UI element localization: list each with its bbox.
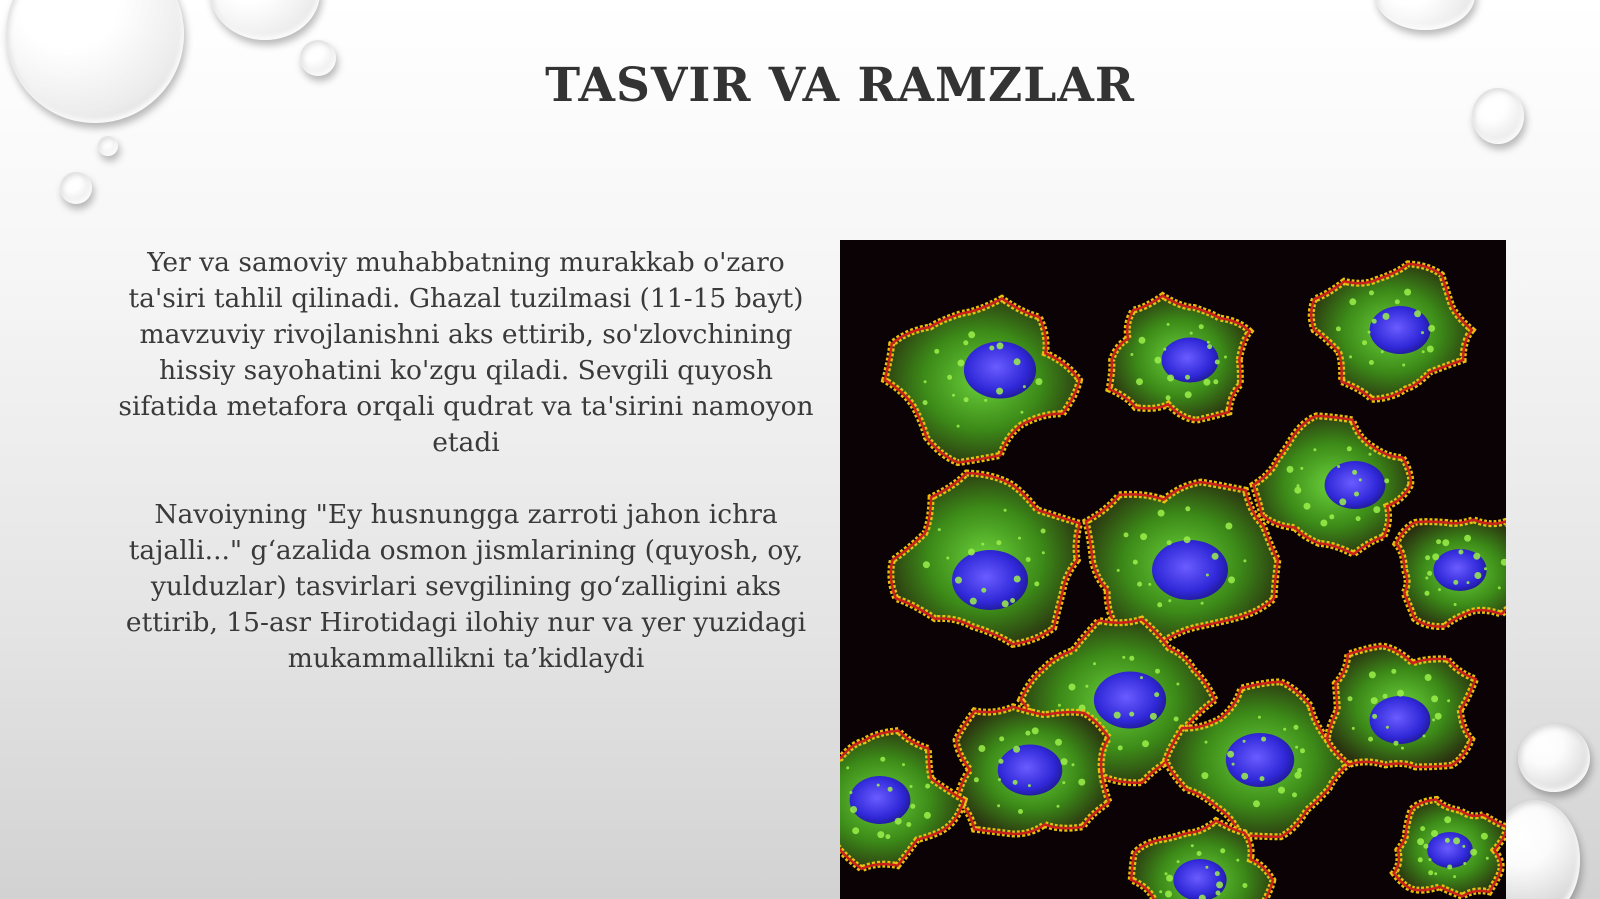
cell-speckle [1215, 360, 1220, 365]
cell-speckle [1212, 553, 1219, 560]
cell-speckle [1057, 805, 1060, 808]
cell-speckle [1421, 331, 1424, 334]
cell-speckle [1414, 310, 1421, 317]
cell-speckle [1243, 740, 1246, 743]
cell-speckle [1167, 375, 1174, 382]
cell-speckle [1422, 350, 1425, 353]
cell-speckle [1118, 745, 1123, 750]
cell-speckle [1294, 772, 1301, 779]
cell-speckle [1242, 883, 1247, 888]
cell [891, 473, 1080, 644]
cell-speckle [1058, 704, 1061, 707]
cell-speckle [1294, 487, 1301, 494]
cell-speckle [1402, 364, 1405, 367]
cell-speckle [1002, 600, 1009, 607]
cell-speckle [1159, 890, 1162, 893]
cell-speckle [958, 360, 965, 367]
cell-speckle [974, 777, 979, 782]
cell-speckle [1174, 717, 1179, 722]
cell-speckle [1481, 833, 1488, 840]
cell-speckle [1283, 728, 1286, 731]
cell-speckle [989, 346, 994, 351]
cell-speckle [1432, 553, 1439, 560]
cell-speckle [1436, 539, 1441, 544]
cell-speckle [1243, 559, 1246, 562]
cell-speckle [1337, 465, 1340, 468]
cell-speckle [1035, 378, 1042, 385]
cell-speckle [998, 778, 1001, 781]
cell-speckle [1431, 695, 1438, 702]
cell-speckle [1130, 353, 1133, 356]
cell-speckle [1447, 699, 1450, 702]
cell-speckle [1018, 537, 1021, 540]
cell-speckle [997, 804, 1000, 807]
cell-speckle [1336, 326, 1341, 331]
cell-speckle [925, 784, 930, 789]
cell-speckle [846, 766, 849, 769]
cell-speckle [1025, 731, 1030, 736]
cell-speckle [1122, 656, 1125, 659]
cell-speckle [1140, 676, 1143, 679]
cell-speckle [1372, 319, 1377, 324]
cell-speckle [970, 598, 977, 605]
cell-speckle [1369, 453, 1372, 456]
cell-speckle [1397, 690, 1404, 697]
cell-speckle [1470, 849, 1477, 856]
cell-speckle [1347, 446, 1352, 451]
cell-speckle [1041, 529, 1046, 534]
cell-speckle [1369, 360, 1374, 365]
cell-speckle [1292, 792, 1297, 797]
cell-speckle [999, 736, 1004, 741]
cell-speckle [1129, 656, 1134, 661]
cell-speckle [981, 543, 984, 546]
cell [1396, 520, 1506, 627]
cell-speckle [1329, 514, 1334, 519]
cell-speckle [1429, 858, 1432, 861]
fluorescent-cells-image [840, 240, 1506, 899]
cell-speckle [1474, 572, 1481, 579]
cell-speckle [981, 588, 986, 593]
cell-speckle [1354, 492, 1359, 497]
cell-speckle [1023, 385, 1026, 388]
cell-speckle [895, 818, 902, 825]
cell-speckle [1155, 357, 1162, 364]
cell [885, 299, 1080, 463]
cell-speckle [1020, 411, 1023, 414]
cell-nucleus [1094, 672, 1166, 729]
cell-speckle [1425, 577, 1428, 580]
cell-speckle [984, 399, 987, 402]
cell-speckle [1484, 567, 1487, 570]
cell-speckle [923, 400, 928, 405]
cell-speckle [1463, 862, 1466, 865]
cell-speckle [1136, 378, 1143, 385]
cell-speckle [1427, 571, 1432, 576]
cell-speckle [1013, 780, 1018, 785]
cell-speckle [1428, 325, 1435, 332]
cell-speckle [1435, 713, 1442, 720]
cell-speckle [1124, 532, 1129, 537]
cell-speckle [1206, 574, 1209, 577]
cell-speckle [1498, 586, 1501, 589]
cell-speckle [1401, 747, 1404, 750]
cell-speckle [1205, 741, 1208, 744]
cell-speckle [1349, 298, 1356, 305]
cell-speckle [1072, 763, 1075, 766]
cell-speckle [1028, 784, 1031, 787]
cell [956, 707, 1109, 834]
cell-speckle [952, 394, 955, 397]
cell-speckle [1391, 669, 1396, 674]
cell-speckle [885, 834, 890, 839]
cell [1394, 800, 1506, 897]
cell-speckle [1203, 379, 1210, 386]
cell-speckle [934, 349, 939, 354]
cell-speckle [1444, 816, 1451, 823]
cell-speckle [964, 397, 969, 402]
cell-speckle [1167, 323, 1170, 326]
cell-speckle [1216, 891, 1221, 896]
cell-speckle [1114, 712, 1121, 719]
cell-speckle [1295, 746, 1298, 749]
cell-speckle [1232, 763, 1235, 766]
cell-speckle [1320, 520, 1327, 527]
cell-speckle [1371, 697, 1378, 704]
cell-speckle [1297, 484, 1300, 487]
cell-speckle [1431, 830, 1438, 837]
cell-speckle [1155, 669, 1160, 674]
cell-speckle [1425, 674, 1432, 681]
cell-speckle [1227, 751, 1234, 758]
cell-speckle [1034, 581, 1039, 586]
cell [1327, 646, 1475, 767]
cell-speckle [1014, 576, 1021, 583]
cell-speckle [1462, 845, 1465, 848]
cell-speckle [1384, 478, 1389, 483]
cell-speckle [1423, 844, 1428, 849]
cell-speckle [1154, 692, 1159, 697]
cell-speckle [1167, 540, 1172, 545]
cell-speckle [1197, 851, 1202, 856]
cell-speckle [1386, 726, 1389, 729]
cell-speckle [1349, 355, 1352, 358]
cell-speckle [1014, 358, 1021, 365]
cell-speckle [1467, 581, 1470, 584]
cell-speckle [1447, 865, 1452, 870]
cell-speckle [877, 784, 880, 787]
cell-speckle [902, 763, 905, 766]
cell-speckle [1213, 379, 1218, 384]
cell-speckle [1220, 848, 1225, 853]
cell-speckle [906, 822, 911, 827]
slide-body [106, 245, 826, 713]
cell-speckle [1018, 809, 1023, 814]
cell-speckle [1236, 859, 1239, 862]
cell-speckle [1372, 714, 1377, 719]
cell-speckle [1300, 748, 1305, 753]
cell-speckle [946, 557, 949, 560]
cell-speckle [877, 831, 884, 838]
cell-speckle [1294, 725, 1299, 730]
cell-speckle [1362, 340, 1367, 345]
cell-nucleus [1370, 696, 1431, 744]
water-droplet-decoration [1518, 724, 1590, 792]
cell-nucleus [1370, 306, 1431, 354]
water-droplet-decoration [98, 136, 118, 156]
cell-speckle [1368, 331, 1371, 334]
cell-speckle [1117, 569, 1120, 572]
cell-speckle [1258, 716, 1261, 719]
cell [1109, 296, 1250, 421]
cell-speckle [1201, 602, 1204, 605]
cell-nucleus [1325, 461, 1386, 509]
cell-speckle [1085, 685, 1088, 688]
cell-speckle [1184, 536, 1191, 543]
cell-speckle [1428, 870, 1433, 875]
cell-speckle [1026, 557, 1031, 562]
cell-speckle [996, 540, 1001, 545]
cell-speckle [1486, 857, 1489, 860]
cell-speckle [1404, 289, 1411, 296]
cell-speckle [1163, 348, 1166, 351]
cell-speckle [1453, 837, 1460, 844]
cell-speckle [1352, 727, 1355, 730]
cell-speckle [1225, 523, 1232, 530]
cell-speckle [852, 827, 859, 834]
cell-speckle [1453, 875, 1456, 878]
cell-speckle [849, 791, 852, 794]
cell-speckle [1205, 866, 1208, 869]
cell-speckle [910, 785, 913, 788]
cell-speckle [1032, 727, 1039, 734]
cell-speckle [1313, 448, 1316, 451]
cell-speckle [1140, 533, 1147, 540]
cell-speckle [1304, 503, 1311, 510]
cell-speckle [978, 745, 985, 752]
cell-speckle [1356, 516, 1361, 521]
body-paragraph: Navoiyning "Ey husnungga zarroti jahon ichra tajalli..." g‘azalida osmon jismlarining (quyosh, oy, yulduzlar) tasvirlari sevgilining go‘zalligini aks ettirib, 15-asr Hirotidagi ilohiy nur va yer yuzidagi mukammallikni ta’kidlaydi [125, 499, 807, 674]
cell-speckle [1207, 344, 1212, 349]
cell-speckle [1383, 313, 1390, 320]
cell-speckle [947, 375, 952, 380]
cell-speckle [1228, 576, 1235, 583]
cell-speckle [1395, 299, 1400, 304]
cell-nucleus [998, 745, 1063, 796]
cell-speckle [1177, 860, 1180, 863]
cell-speckle [1300, 467, 1303, 470]
cell-speckle [1454, 603, 1457, 606]
cell-speckle [850, 806, 857, 813]
cell-speckle [1368, 737, 1373, 742]
cell-speckle [924, 812, 931, 819]
cell-speckle [1201, 772, 1208, 779]
cell-speckle [1142, 740, 1149, 747]
cell-speckle [1420, 826, 1425, 831]
cell-speckle [1004, 509, 1007, 512]
cell-speckle [1055, 739, 1062, 746]
cell-speckle [924, 380, 927, 383]
cell-speckle [1434, 872, 1437, 875]
cell-speckle [1185, 506, 1190, 511]
cell-speckle [1453, 580, 1458, 585]
cell-speckle [1432, 718, 1435, 721]
cell-speckle [938, 528, 941, 531]
cell-speckle [880, 757, 885, 762]
cell-speckle [1261, 737, 1266, 742]
slide-title: TASVIR VA RAMZLAR [545, 58, 1135, 113]
cell-speckle [1093, 662, 1096, 665]
cell-speckle [1013, 746, 1020, 753]
cell-speckle [1473, 553, 1480, 560]
cell-speckle [910, 804, 915, 809]
cell-speckle [1168, 599, 1171, 602]
cell-speckle [1165, 872, 1168, 875]
cell-speckle [1185, 391, 1192, 398]
cell-speckle [1381, 350, 1384, 353]
cell-speckle [1442, 539, 1449, 546]
cell-speckle [1157, 602, 1162, 607]
cell-speckle [1150, 713, 1157, 720]
cell-speckle [1139, 337, 1146, 344]
cell-speckle [1425, 555, 1430, 560]
cell-speckle [1418, 857, 1423, 862]
cell-speckle [1165, 891, 1172, 898]
cell-speckle [888, 787, 893, 792]
cell-speckle [999, 759, 1004, 764]
cell-speckle [1445, 838, 1450, 843]
cell-speckle [1287, 466, 1294, 473]
cell-speckle [1383, 694, 1388, 699]
cell-speckle [997, 342, 1004, 349]
cell-speckle [923, 561, 930, 568]
cell-nucleus [850, 776, 911, 824]
water-droplet-decoration [1375, 0, 1475, 30]
cell-speckle [1207, 341, 1210, 344]
cell-speckle [1158, 510, 1165, 517]
cell-speckle [1176, 683, 1179, 686]
cell-speckle [1425, 591, 1430, 596]
cell-speckle [1369, 671, 1376, 678]
cell-speckle [1042, 551, 1045, 554]
cell-speckle [1199, 324, 1204, 329]
cell-speckle [1369, 290, 1374, 295]
cell-speckle [1078, 779, 1085, 786]
cell [840, 731, 964, 869]
cell-speckle [968, 549, 975, 556]
cell-speckle [1394, 741, 1399, 746]
cell-speckle [1062, 781, 1065, 784]
cell-speckle [1215, 871, 1220, 876]
cell-speckle [1260, 776, 1265, 781]
cell-speckle [1278, 787, 1285, 794]
cell-speckle [1241, 773, 1248, 780]
water-droplet-decoration [60, 172, 92, 204]
cells-illustration [840, 240, 1506, 899]
cell-speckle [1253, 800, 1260, 807]
cell-speckle [1348, 696, 1353, 701]
cell-speckle [1166, 875, 1173, 882]
cell-speckle [1359, 478, 1362, 481]
cell-speckle [1190, 332, 1193, 335]
cell-speckle [1216, 881, 1223, 888]
cell-speckle [963, 340, 968, 345]
cell-speckle [955, 577, 962, 584]
cell-speckle [1464, 535, 1471, 542]
cell-speckle [1417, 838, 1424, 845]
cell-speckle [1129, 712, 1134, 717]
water-droplet-decoration [210, 0, 320, 40]
cell [1311, 264, 1472, 399]
cell-speckle [1010, 598, 1015, 603]
cell-speckle [1133, 560, 1138, 565]
cell-speckle [1339, 498, 1346, 505]
body-paragraph: Yer va samoviy muhabbatning murakkab o'zaro ta'siri tahlil qilinadi. Ghazal tuzilmasi (11-15 bayt) mavzuviy rivojlanishni aks ettirib, so'zlovchining hissiy sayohatini ko'zgu qiladi. Sevgili quyosh sifatida metafora orqali qudrat va ta'sirini namoyon etadi [118, 247, 814, 458]
cell-speckle [1185, 375, 1190, 380]
cell-speckle [1061, 758, 1068, 765]
cell-speckle [1069, 684, 1076, 691]
cell-speckle [996, 388, 1003, 395]
cell-speckle [1427, 346, 1434, 353]
cell-speckle [1373, 506, 1380, 513]
cell-nucleus [1152, 540, 1228, 600]
cell-speckle [1224, 356, 1227, 359]
cell [1253, 416, 1411, 554]
cell-speckle [968, 331, 975, 338]
cell-speckle [1423, 735, 1426, 738]
cell-speckle [1458, 550, 1463, 555]
cell-speckle [1438, 588, 1441, 591]
cell-speckle [957, 425, 960, 428]
cell-speckle [1166, 395, 1171, 400]
cell-speckle [1191, 844, 1194, 847]
cell-speckle [1137, 582, 1142, 587]
cell-speckle [1352, 470, 1357, 475]
cell-speckle [1148, 583, 1151, 586]
